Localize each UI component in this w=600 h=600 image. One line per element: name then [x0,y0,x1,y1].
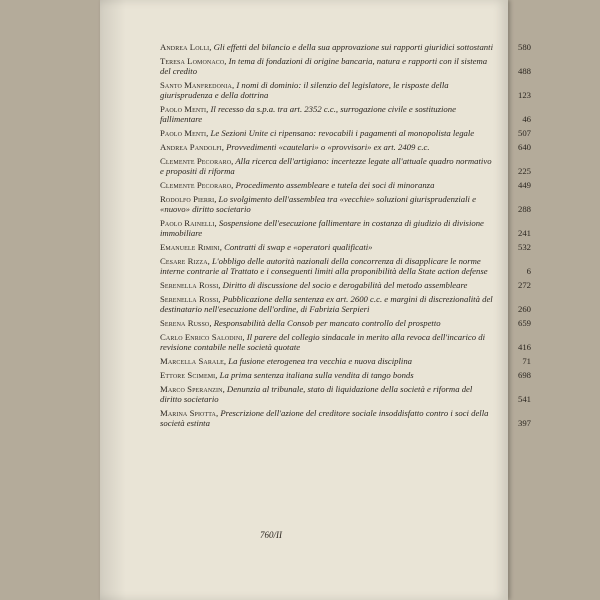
entry-title: Gli effetti del bilancio e della sua approvazione sui rapporti giuridici sottostanti [213,42,493,52]
entry-separator: , [222,384,227,394]
entry-separator: , [214,218,219,228]
entry-page-number: 532 [517,242,531,252]
entry-page-number: 507 [517,128,531,138]
entry-page-number: 698 [517,370,531,380]
entry-separator: , [231,180,236,190]
index-entry [160,104,568,124]
index-entries [160,42,568,432]
entry-title: Denunzia al tribunale, stato di liquidazione della società e riforma del diritto societario [160,384,473,404]
entry-page-number: 659 [517,318,531,328]
entry-author: Serenella Rossi [160,294,219,304]
entry-separator: , [221,142,227,152]
entry-title: Lo svolgimento dell'assemblea tra «vecchie» soluzioni giurisprudenziali e «nuovo» diritto societario [160,194,476,214]
entry-separator: , [218,294,223,304]
entry-text [160,56,493,76]
entry-page-number: 416 [517,342,531,352]
entry-author: Marco Speranzin [160,384,223,394]
entry-text [160,280,493,290]
entry-title: La fusione eterogenea tra vecchia e nuova disciplina [228,356,413,366]
entry-title: Responsabilità della Consob per mancato controllo del prospetto [213,318,441,328]
entry-title: Provvedimenti «cautelari» o «provvisori» ex art. 2409 c.c. [226,142,430,152]
index-entry [160,384,568,404]
entry-text [160,42,493,52]
entry-author: Carlo Enrico Salodini [160,332,243,342]
entry-page-number: 123 [517,90,531,100]
index-entry [160,242,568,252]
entry-title: Diritto di discussione del socio e derogabilità del metodo assembleare [222,280,468,290]
entry-title: Il recesso da s.p.a. tra art. 2352 c.c., surrogazione civile e sostituzione fallimentare [160,104,456,124]
index-entry [160,194,568,214]
entry-page-number: 288 [517,204,531,214]
index-entry [160,408,568,428]
index-entry [160,280,568,290]
index-entry [160,56,568,76]
entry-author: Cesare Rizza [160,256,208,266]
entry-separator: , [207,256,212,266]
entry-separator: , [231,156,236,166]
entry-separator: , [218,280,223,290]
entry-author: Santo Manfredonia [160,80,232,90]
entry-text [160,142,493,152]
entry-separator: , [223,356,229,366]
entry-text [160,384,493,404]
entry-author: Emanuele Rimini [160,242,220,252]
index-entry [160,356,568,366]
entry-author: Marcella Sarale [160,356,224,366]
index-entry [160,294,568,314]
entry-page-number: 488 [517,66,531,76]
entry-author: Paolo Rainelli [160,218,215,228]
index-entry [160,42,568,52]
entry-text [160,408,493,428]
index-entry [160,142,568,152]
index-entry [160,318,568,328]
entry-page-number: 46 [522,114,531,124]
page-gutter-shadow [100,0,126,600]
entry-author: Andrea Pandolfi [160,142,222,152]
entry-separator: , [215,370,220,380]
entry-author: Marina Spiotta [160,408,216,418]
entry-title: In tema di fondazioni di origine bancaria, natura e rapporti con il sistema del credito [160,56,488,76]
index-entry [160,218,568,238]
entry-page-number: 241 [517,228,531,238]
entry-author: Clemente Pecoraro [160,156,232,166]
entry-author: Andrea Lolli [160,42,210,52]
entry-title: Pubblicazione della sentenza ex art. 2600 c.c. e margini di discrezionalità del destinatario nell'esecuzione dell'ordine, di Fabrizia Serpieri [160,294,493,314]
entry-title: Il parere del collegio sindacale in merito alla revoca dell'incarico di revisione contabile nelle società quotate [160,332,486,352]
index-entry [160,128,568,138]
entry-page-number: 225 [517,166,531,176]
entry-separator: , [219,242,225,252]
entry-page-number: 272 [517,280,531,290]
entry-text [160,256,493,276]
entry-separator: , [209,42,214,52]
index-entry [160,156,568,176]
entry-text [160,294,493,314]
entry-title: Procedimento assembleare e tutela dei soci di minoranza [235,180,435,190]
entry-author: Serena Russo [160,318,210,328]
entry-page-number: 580 [517,42,531,52]
entry-page-number: 260 [517,304,531,314]
entry-page-number: 397 [517,418,531,428]
entry-title: Contratti di swap e «operatori qualificati» [224,242,373,252]
entry-page-number: 541 [517,394,531,404]
entry-separator: , [231,80,237,90]
index-entry [160,80,568,100]
entry-text [160,218,493,238]
entry-text [160,318,493,328]
entry-text [160,128,493,138]
entry-text [160,356,493,366]
entry-text [160,104,493,124]
entry-text [160,156,493,176]
index-entry [160,332,568,352]
entry-separator: , [209,318,214,328]
entry-text [160,80,493,100]
entry-separator: , [214,194,219,204]
entry-author: Rodolfo Pierri [160,194,215,204]
entry-author: Serenella Rossi [160,280,219,290]
entry-title: I nomi di dominio: il silenzio del legislatore, le risposte della giurisprudenza e della dottrina [160,80,449,100]
entry-page-number: 6 [526,266,531,276]
entry-page-number: 640 [517,142,531,152]
entry-author: Paolo Menti [160,104,207,114]
book-page [100,0,531,600]
entry-separator: , [242,332,247,342]
entry-title: Prescrizione dell'azione del creditore sociale insoddisfatto contro i soci della società estinta [160,408,489,428]
index-entry [160,370,568,380]
entry-text [160,242,493,252]
entry-author: Ettore Scimemi [160,370,216,380]
entry-title: Le Sezioni Unite ci ripensano: revocabili i pagamenti al monopolista legale [210,128,475,138]
entry-title: L'obbligo delle autorità nazionali della concorrenza di disapplicare le norme interne contrarie al Trattato e i conseguenti limiti alla proponibilità della State action defense [160,256,488,276]
index-entry [160,256,568,276]
entry-author: Teresa Lomonaco [160,56,225,66]
entry-separator: , [206,104,211,114]
entry-text [160,332,493,352]
entry-separator: , [224,56,229,66]
entry-page-number: 449 [517,180,531,190]
entry-title: La prima sentenza italiana sulla vendita di tango bonds [219,370,414,380]
index-entry [160,180,568,190]
entry-author: Paolo Menti [160,128,207,138]
entry-text [160,194,493,214]
entry-separator: , [206,128,211,138]
page-folio: 760/II [260,530,282,540]
entry-title: Alla ricerca dell'artigiano: incertezze legate all'attuale quadro normativo e propositi di riforma [160,156,492,176]
entry-text [160,370,493,380]
entry-title: Sospensione dell'esecuzione fallimentare in costanza di giudizio di divisione immobiliare [160,218,484,238]
entry-page-number: 71 [522,356,531,366]
entry-separator: , [215,408,221,418]
entry-text [160,180,493,190]
entry-author: Clemente Pecoraro [160,180,232,190]
